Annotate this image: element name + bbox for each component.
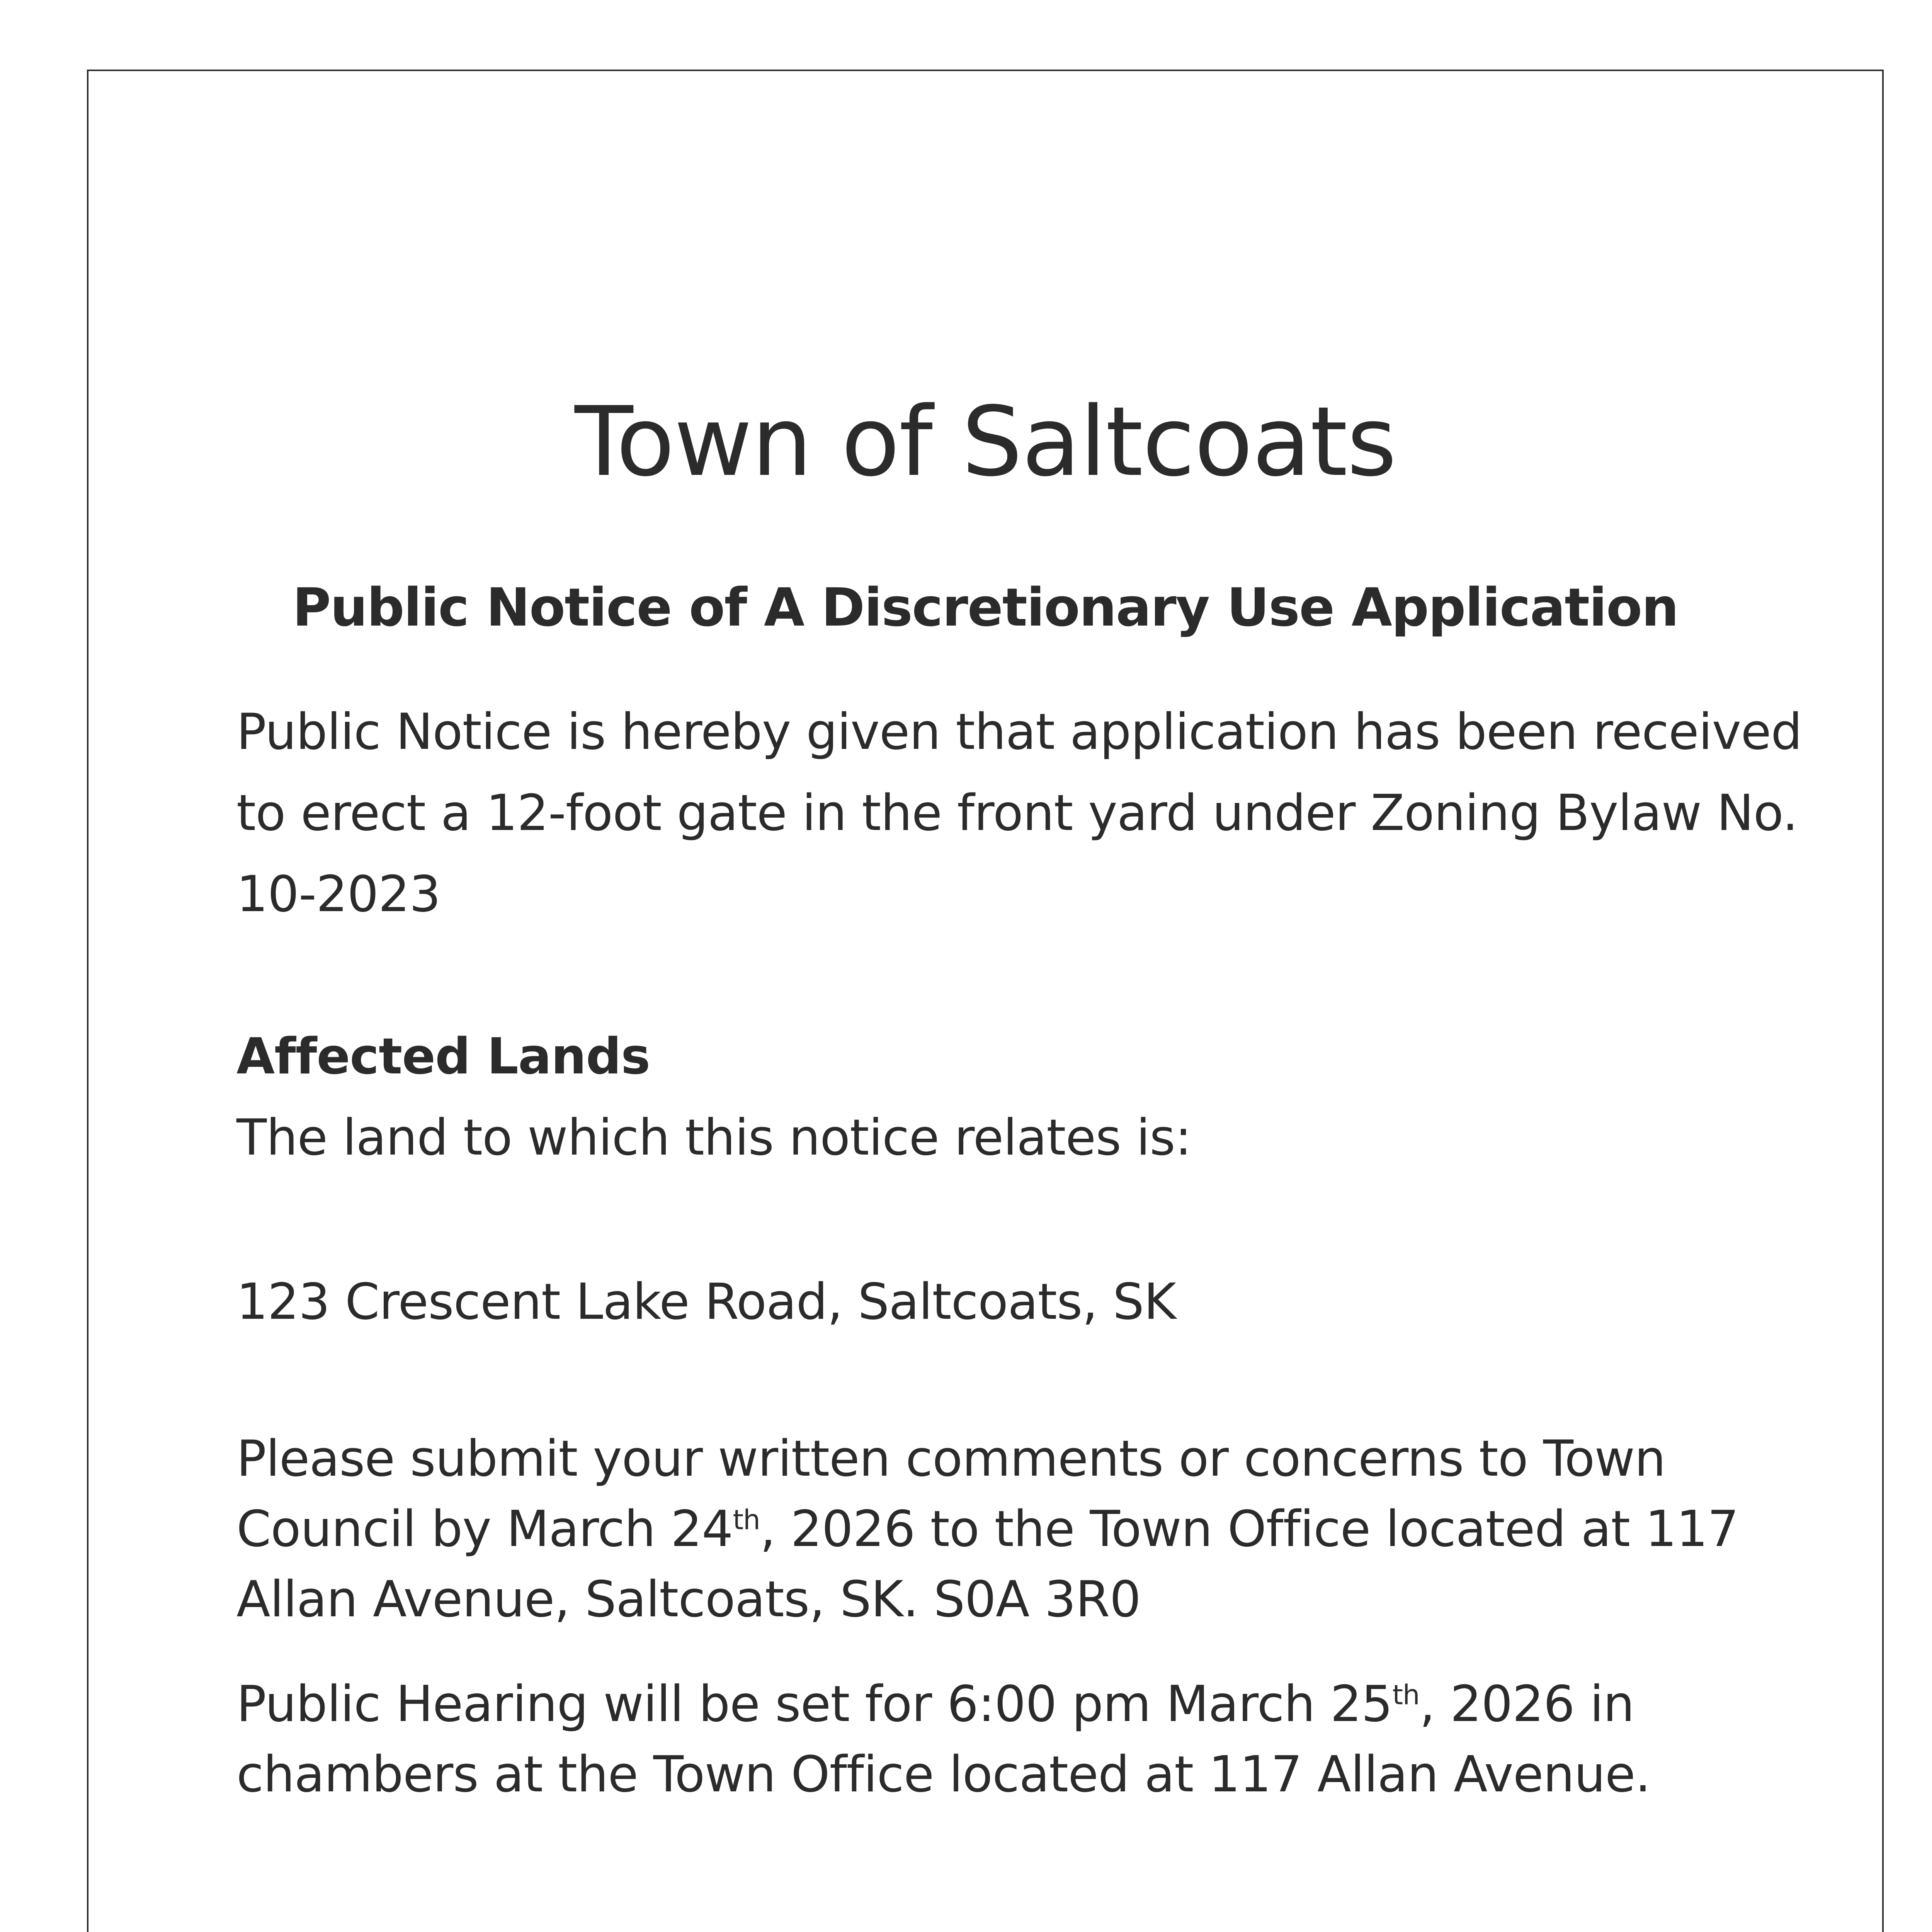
- intro-paragraph: [236, 692, 1802, 935]
- notice-subtitle: Public Notice of A Discretionary Use Application: [292, 577, 1679, 638]
- submit-line: Council by March 24th, 2026 to the Town Office located at 117: [236, 1500, 1739, 1558]
- intro-line: 10-2023: [236, 866, 440, 923]
- hearing-line: chambers at the Town Office located at 117 Allan Avenue.: [236, 1746, 1651, 1803]
- hearing-line: Public Hearing will be set for 6:00 pm March 25th, 2026 in: [236, 1675, 1634, 1733]
- page-border: [87, 70, 1884, 1932]
- hearing-paragraph: [236, 1669, 1782, 1810]
- property-address: 123 Crescent Lake Road, Saltcoats, SK: [236, 1273, 1176, 1331]
- submit-paragraph: [236, 1424, 1782, 1635]
- intro-line: Public Notice is hereby given that application has been received: [236, 703, 1802, 761]
- affected-lands-heading: Affected Lands: [236, 1028, 650, 1085]
- affected-lands-text: The land to which this notice relates is:: [236, 1109, 1192, 1167]
- intro-line: to erect a 12-foot gate in the front yard under Zoning Bylaw No.: [236, 784, 1798, 842]
- affected-lands-section: [236, 1016, 1782, 1179]
- page-title: Town of Saltcoats: [575, 386, 1396, 498]
- submit-line: Allan Avenue, Saltcoats, SK. S0A 3R0: [236, 1571, 1141, 1628]
- submit-line: Please submit your written comments or concerns to Town: [236, 1430, 1666, 1488]
- address-line: [236, 1262, 1782, 1343]
